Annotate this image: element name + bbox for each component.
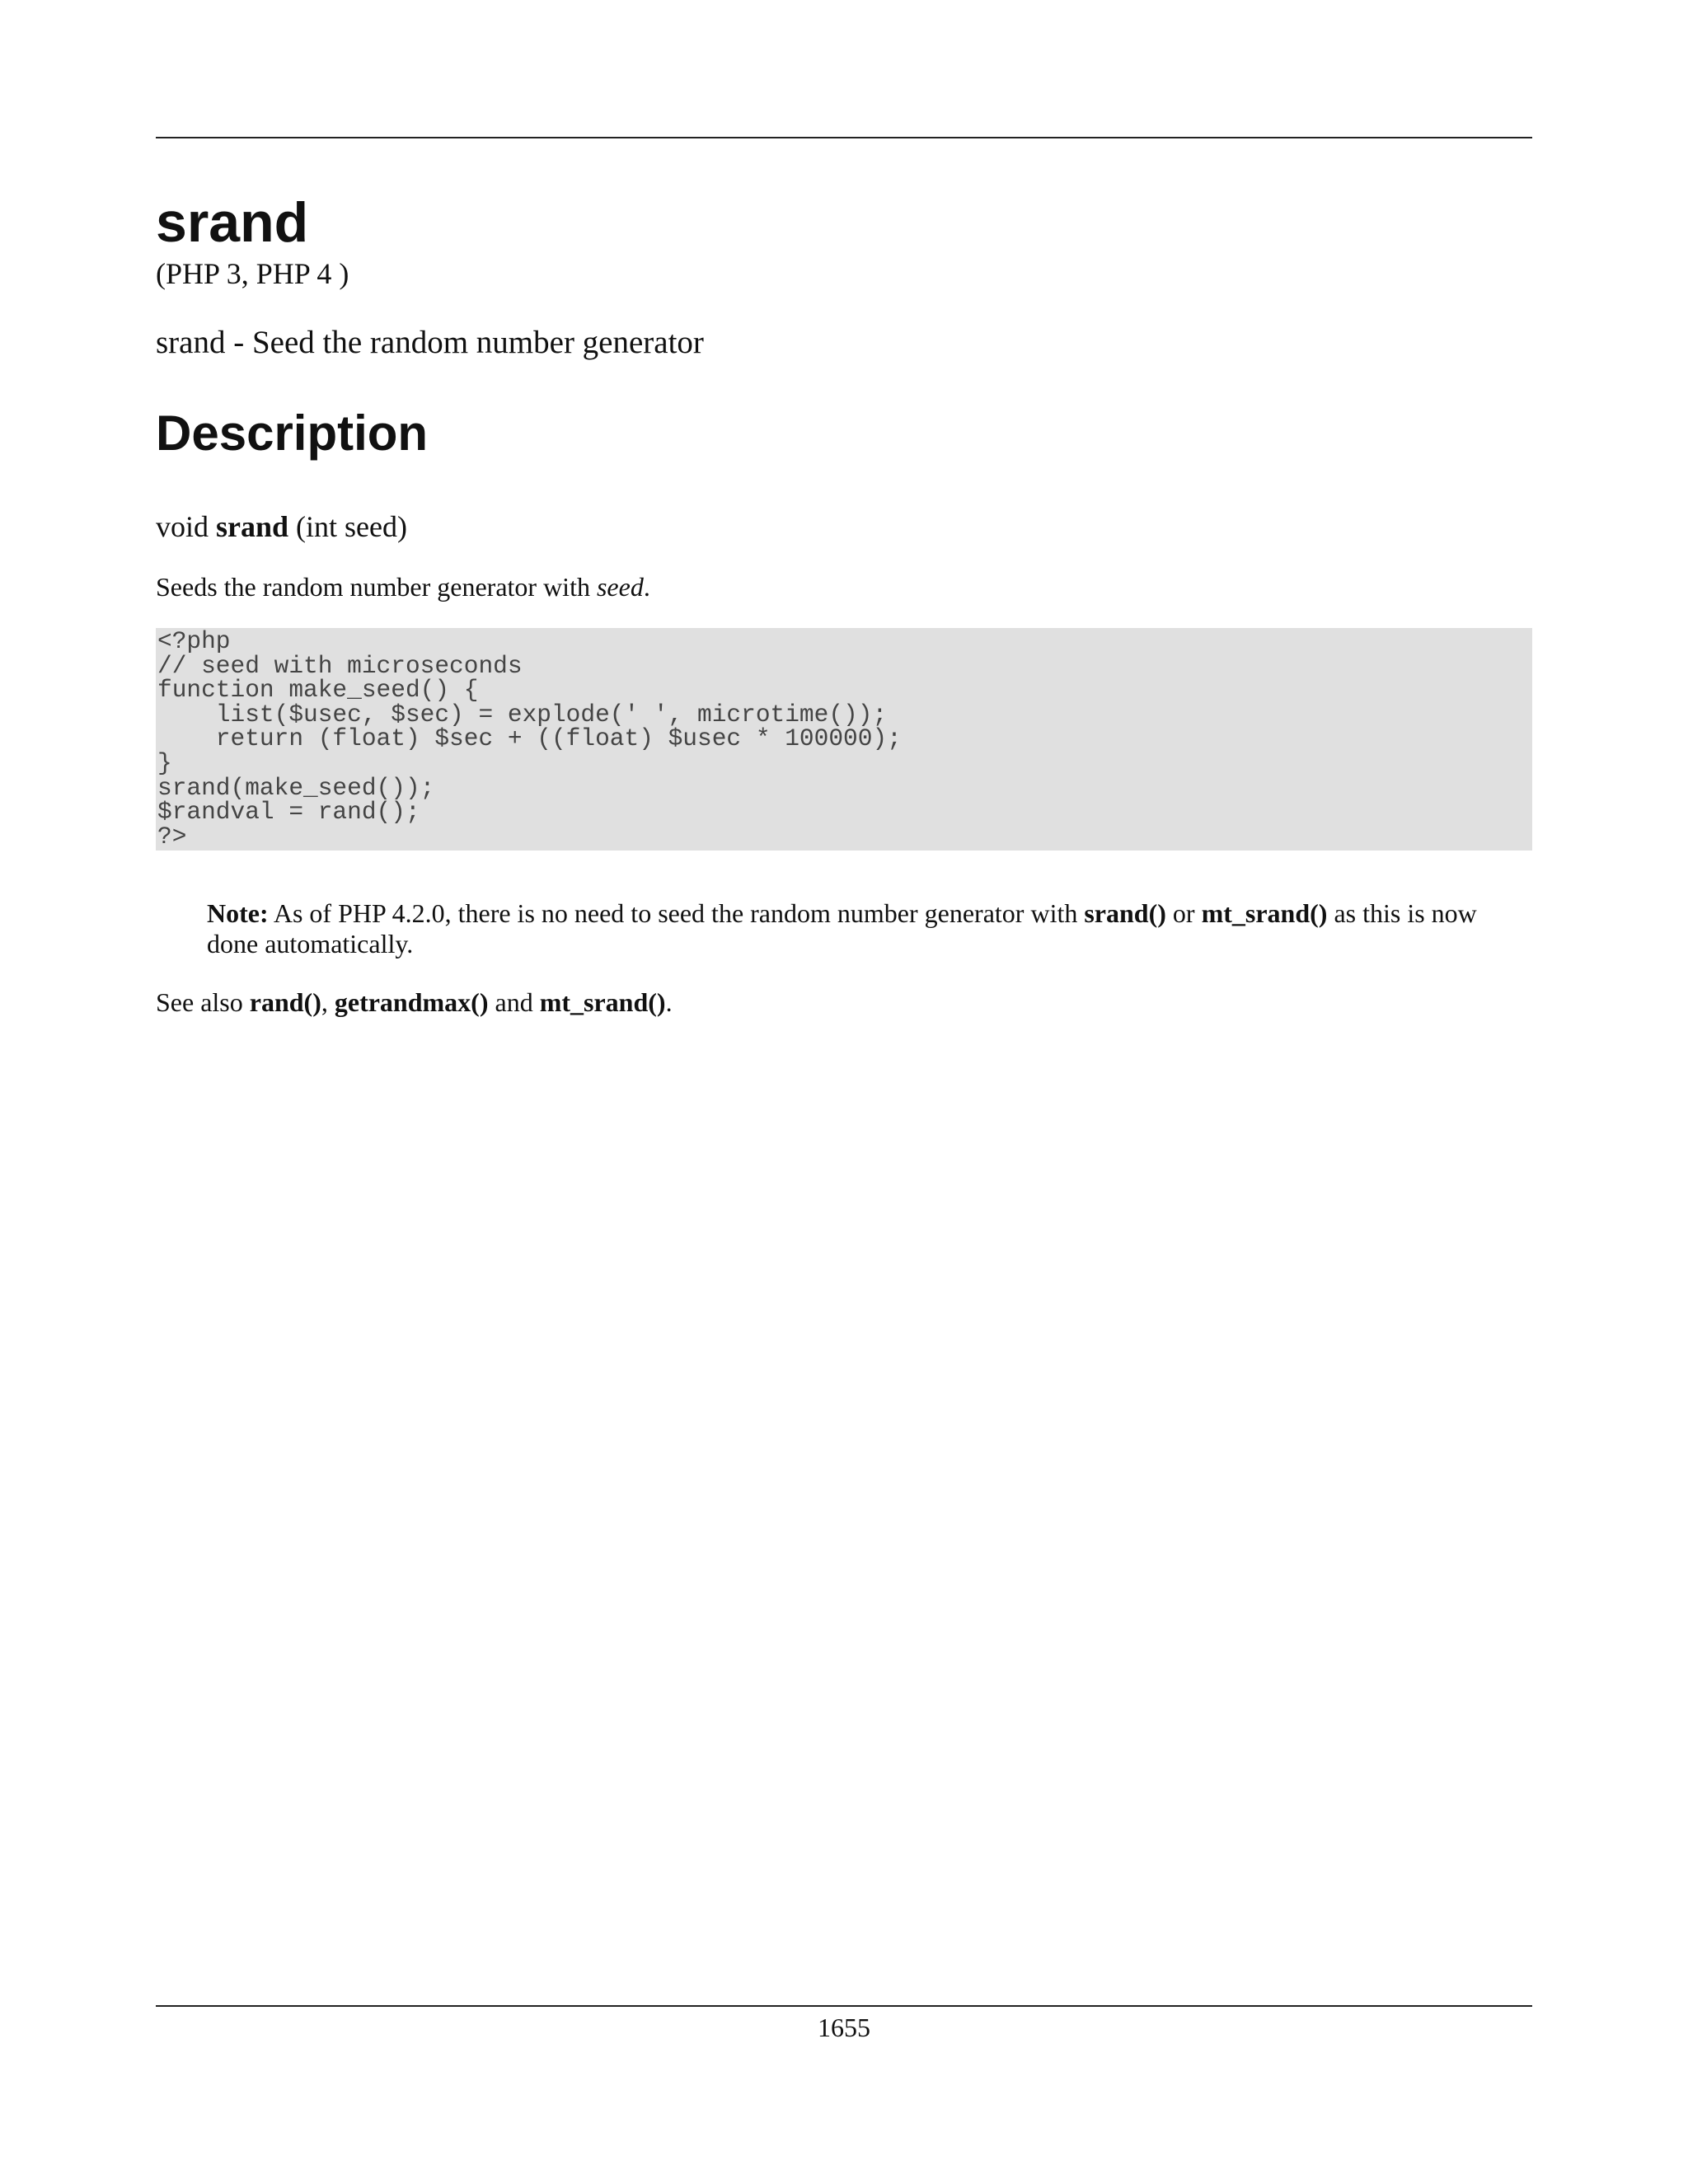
description-heading: Description <box>156 405 429 461</box>
function-purpose: srand - Seed the random number generator <box>156 325 704 360</box>
manual-page <box>156 0 1532 2184</box>
note-func-mt-srand: mt_srand() <box>1201 898 1328 928</box>
code-line: srand(make_seed()); <box>157 773 435 802</box>
note-text-3: as this is now done automatically. <box>207 898 1477 958</box>
note-func-srand: srand() <box>1084 898 1166 928</box>
code-line: ?> <box>157 822 187 851</box>
see-also-sep-2: and <box>495 987 533 1017</box>
function-synopsis <box>156 509 407 545</box>
code-line: } <box>157 748 172 777</box>
note-label: Note: <box>207 898 269 928</box>
page-title: srand <box>156 191 309 254</box>
code-line: $randval = rand(); <box>157 798 420 827</box>
code-line: list($usec, $sec) = explode(' ', microtime()); <box>157 700 888 729</box>
version-info: (PHP 3, PHP 4 ) <box>156 257 349 290</box>
description-end: . <box>643 572 650 602</box>
note-text-1: As of PHP 4.2.0, there is no need to seed the random number generator with <box>273 898 1078 928</box>
description-paragraph <box>156 570 650 603</box>
page-number: 1655 <box>818 2013 870 2042</box>
see-also-getrandmax-link[interactable]: getrandmax() <box>334 987 489 1017</box>
description-text: Seeds the random number generator with <box>156 572 590 602</box>
synopsis-function-name: srand <box>216 510 289 543</box>
code-line: <?php <box>157 628 231 655</box>
see-also-mt-srand-link[interactable]: mt_srand() <box>539 987 666 1017</box>
top-divider <box>156 137 1532 138</box>
see-also-prefix: See also <box>156 987 243 1017</box>
see-also-rand-link[interactable]: rand() <box>249 987 321 1017</box>
note-block <box>207 898 1501 959</box>
code-line: return (float) $sec + ((float) $usec * 100000); <box>157 724 902 753</box>
see-also-paragraph <box>156 986 673 1019</box>
bottom-divider <box>156 2005 1532 2007</box>
code-example <box>156 628 1532 851</box>
synopsis-params: (int seed) <box>296 510 407 543</box>
see-also-sep-1: , <box>321 987 328 1017</box>
code-line: // seed with microseconds <box>157 651 523 680</box>
see-also-end: . <box>665 987 673 1017</box>
note-text-2: or <box>1172 898 1195 928</box>
synopsis-return-type: void <box>156 510 209 543</box>
code-line: function make_seed() { <box>157 676 479 705</box>
description-param: seed <box>596 572 644 602</box>
